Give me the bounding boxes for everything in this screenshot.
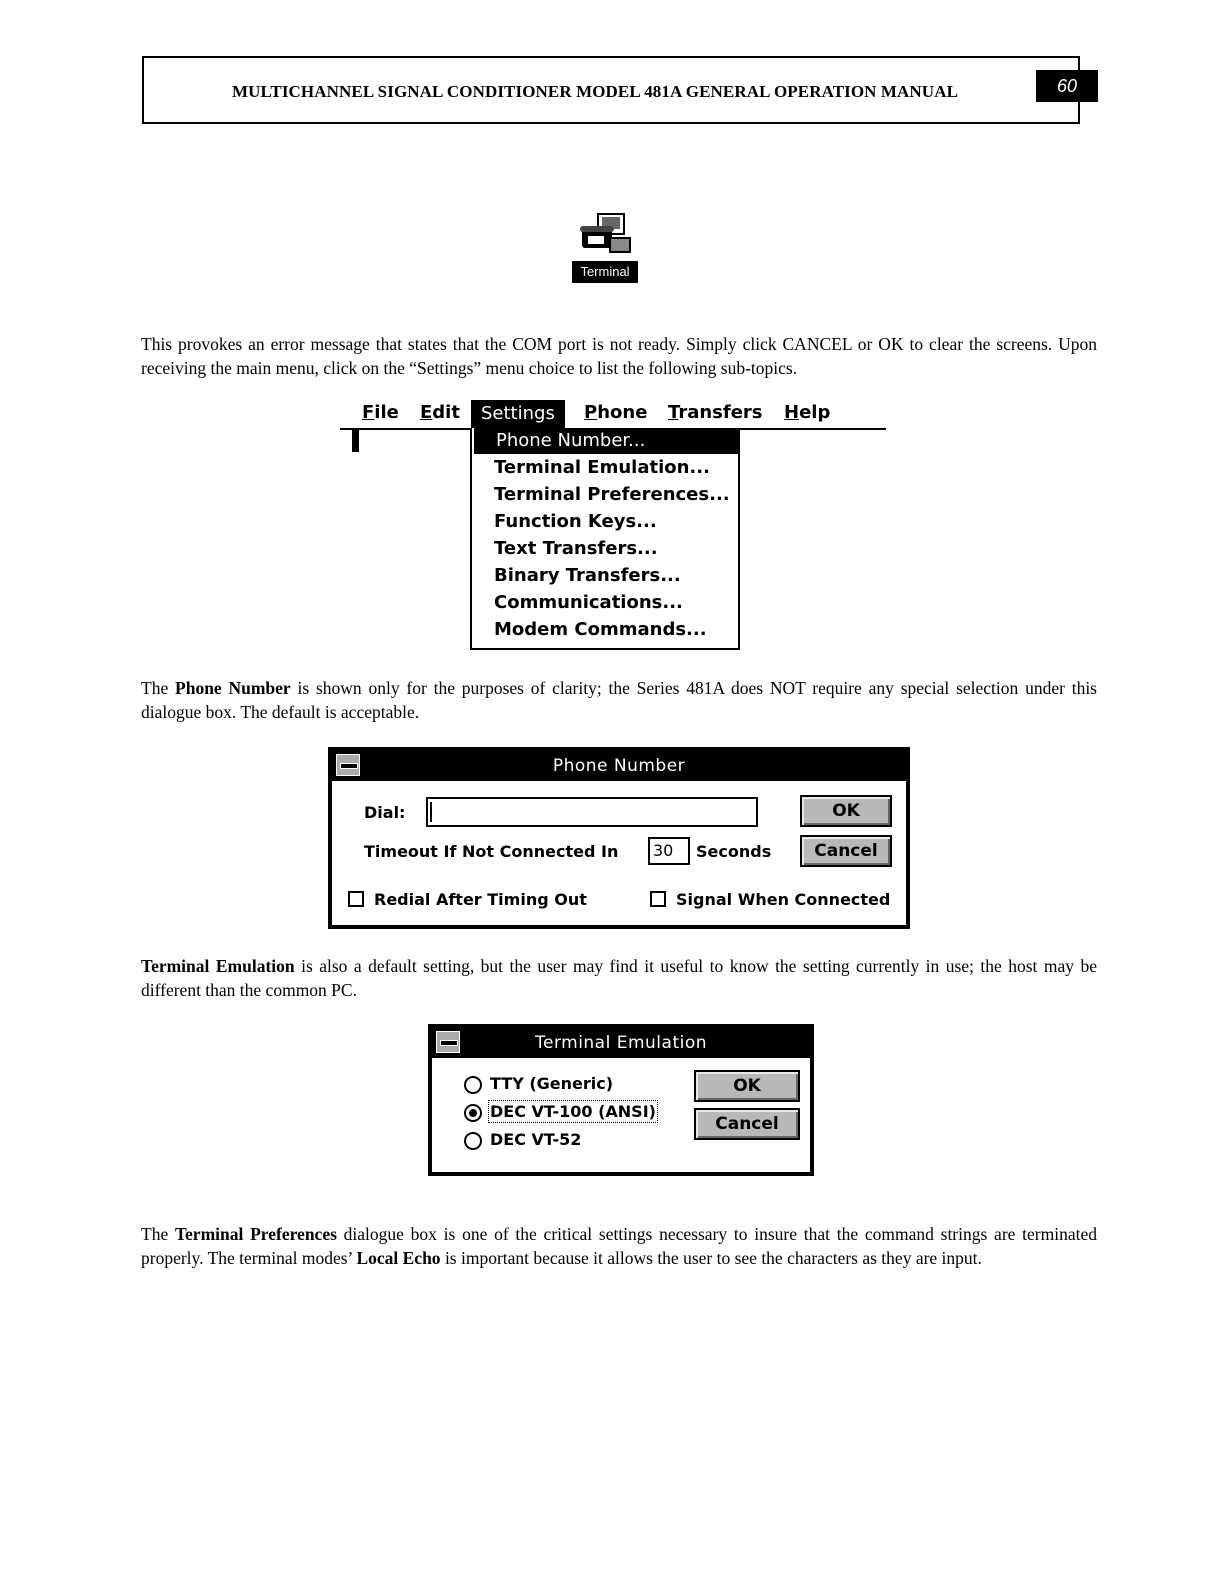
page-header — [142, 56, 1080, 124]
seconds-label: Seconds — [696, 842, 772, 861]
menu-transfers[interactable]: Transfers — [668, 402, 763, 423]
menu-edit[interactable]: Edit — [420, 402, 460, 423]
dial-input[interactable] — [426, 797, 758, 827]
page-number: 60 — [1036, 70, 1098, 102]
terminal-emulation-dialog — [428, 1024, 814, 1176]
signal-checkbox[interactable] — [650, 891, 666, 907]
dialog-titlebar — [432, 1028, 810, 1058]
menu-item-binary-transfers[interactable]: Binary Transfers... — [494, 565, 681, 586]
option-vt100-label: DEC VT-100 (ANSI) — [490, 1102, 656, 1121]
dialog-titlebar — [332, 751, 906, 781]
dial-label: Dial: — [364, 803, 406, 822]
settings-menu-figure — [340, 400, 890, 656]
terminal-phone-icon[interactable] — [578, 212, 634, 256]
paragraph-terminal-preferences: The Terminal Preferences dialogue box is one of the critical settings necessary to insure that the command strings are terminated properly. The terminal modes’ Local Echo is important because it allows the user to see the characters as they are input. — [141, 1224, 1097, 1268]
cancel-button[interactable]: Cancel — [800, 835, 892, 867]
dialog-title: Terminal Emulation — [534, 1033, 708, 1053]
menu-item-terminal-emulation[interactable]: Terminal Emulation... — [494, 457, 710, 478]
ok-button[interactable]: OK — [800, 795, 892, 827]
option-tty-label: TTY (Generic) — [490, 1074, 614, 1093]
menu-item-phone-number[interactable]: Phone Number... — [474, 428, 740, 454]
menu-item-text-transfers[interactable]: Text Transfers... — [494, 538, 658, 559]
cancel-button[interactable]: Cancel — [694, 1108, 800, 1140]
menu-file[interactable]: File — [362, 402, 399, 423]
menu-item-terminal-preferences[interactable]: Terminal Preferences... — [494, 484, 730, 505]
radio-vt100[interactable] — [464, 1104, 482, 1122]
menu-bar — [340, 400, 886, 430]
radio-vt52[interactable] — [464, 1132, 482, 1150]
menu-item-function-keys[interactable]: Function Keys... — [494, 511, 657, 532]
settings-dropdown — [470, 428, 740, 650]
redial-checkbox[interactable] — [348, 891, 364, 907]
phone-number-dialog — [328, 747, 910, 929]
ok-button[interactable]: OK — [694, 1070, 800, 1102]
menu-item-modem-commands[interactable]: Modem Commands... — [494, 619, 707, 640]
text-caret — [430, 802, 432, 822]
dialog-title: Phone Number — [552, 756, 686, 776]
timeout-input[interactable]: 30 — [648, 837, 690, 865]
radio-tty[interactable] — [464, 1076, 482, 1094]
redial-label: Redial After Timing Out — [374, 890, 587, 909]
timeout-label: Timeout If Not Connected In — [364, 842, 619, 861]
text-cursor — [352, 430, 359, 452]
paragraph-terminal-emulation: Terminal Emulation is also a default setting, but the user may find it useful to know the setting currently in use; the host may be different than the common PC. — [141, 956, 1098, 1000]
system-menu-icon[interactable] — [336, 754, 360, 776]
menu-item-communications[interactable]: Communications... — [494, 592, 683, 613]
option-vt52-label: DEC VT-52 — [490, 1130, 582, 1149]
menu-phone[interactable]: Phone — [584, 402, 648, 423]
header-title: MULTICHANNEL SIGNAL CONDITIONER MODEL 481A GENERAL OPERATION MANUAL — [232, 82, 959, 101]
signal-label: Signal When Connected — [676, 890, 891, 909]
paragraph-intro: This provokes an error message that states that the COM port is not ready. Simply click CANCEL or OK to clear the screens. Upon receiving the main menu, click on the “Settings” menu choice to list the following sub-topics. — [141, 334, 1097, 378]
menu-help[interactable]: Help — [784, 402, 831, 423]
system-menu-icon[interactable] — [436, 1031, 460, 1053]
paragraph-phone-number: The Phone Number is shown only for the purposes of clarity; the Series 481A does NOT require any special selection under this dialogue box. The default is acceptable. — [141, 678, 1097, 722]
terminal-icon-label: Terminal — [572, 261, 638, 283]
menu-settings[interactable]: Settings — [471, 400, 565, 428]
